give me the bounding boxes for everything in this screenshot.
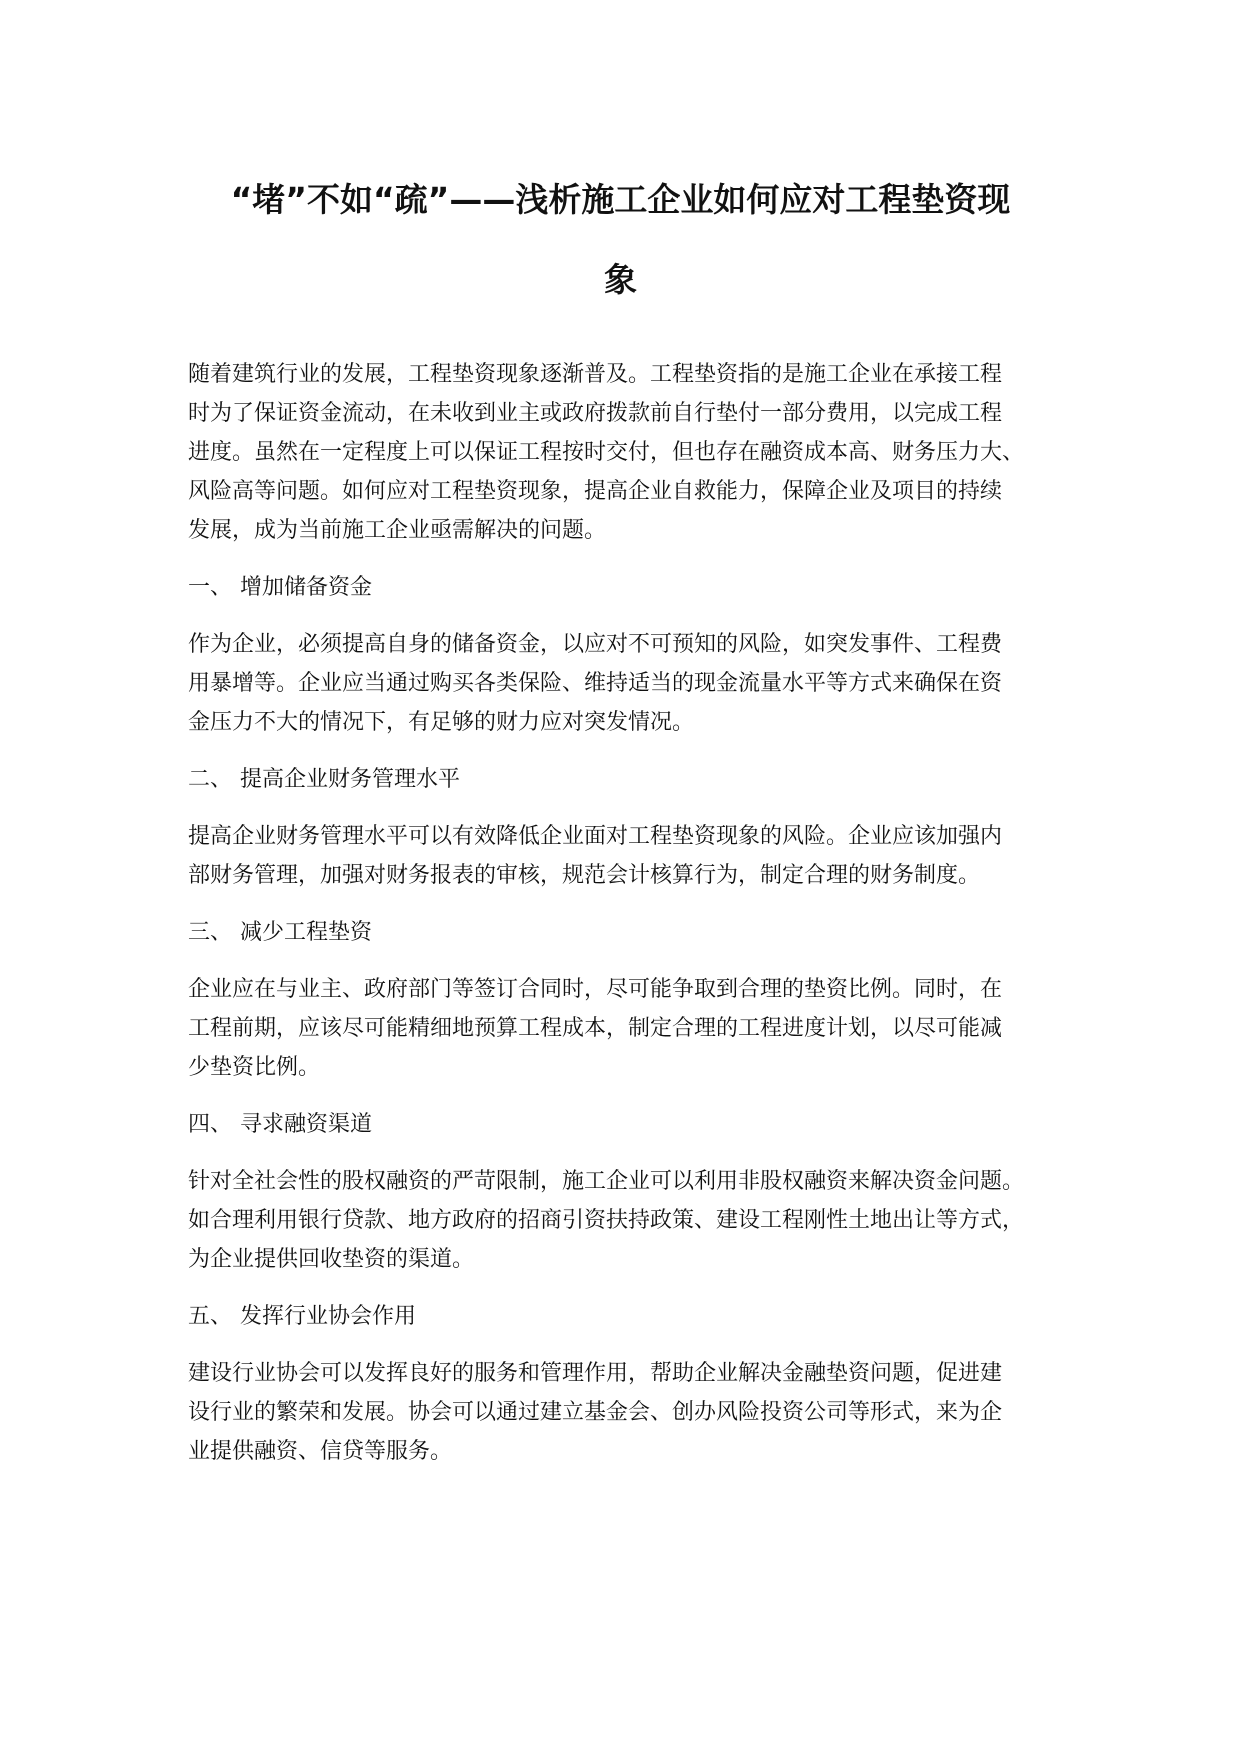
section-heading-text: 增加储备资金: [240, 575, 373, 600]
section-number: 三、: [188, 920, 233, 945]
document-title: [150, 160, 1091, 320]
text-line: 部财务管理，加强对财务报表的审核，规范会计核算行为，制定合理的财务制度。: [188, 863, 981, 888]
title-line-1: “堵”不如“疏”——浅析施工企业如何应对工程垫资现: [230, 180, 1011, 219]
text-line: 设行业的繁荣和发展。协会可以通过建立基金会、创办风险投资公司等形式，来为企: [188, 1400, 1003, 1425]
section-heading-text: 提高企业财务管理水平: [240, 767, 461, 792]
section-heading: [188, 913, 1088, 952]
text-line: 发展，成为当前施工企业亟需解决的问题。: [188, 518, 607, 543]
text-line: 风险高等问题。如何应对工程垫资现象，提高企业自救能力，保障企业及项目的持续: [188, 479, 1003, 504]
section-paragraph: [188, 970, 1088, 1087]
section-heading-text: 寻求融资渠道: [240, 1112, 373, 1137]
section-heading-text: 减少工程垫资: [240, 920, 373, 945]
section-heading: [188, 1297, 1088, 1336]
section-paragraph: [188, 817, 1088, 895]
text-line: 少垫资比例。: [188, 1055, 321, 1080]
text-line: 作为企业，必须提高自身的储备资金，以应对不可预知的风险，如突发事件、工程费: [188, 632, 1003, 657]
section-paragraph: [188, 1162, 1088, 1279]
section-number: 一、: [188, 575, 233, 600]
text-line: 为企业提供回收垫资的渠道。: [188, 1247, 475, 1272]
section-heading: [188, 760, 1088, 799]
text-line: 用暴增等。企业应当通过购买各类保险、维持适当的现金流量水平等方式来确保在资: [188, 671, 1003, 696]
document-body: [188, 355, 1088, 1489]
section-heading: [188, 568, 1088, 607]
section-number: 四、: [188, 1112, 233, 1137]
text-line: 金压力不大的情况下，有足够的财力应对突发情况。: [188, 710, 695, 735]
text-line: 针对全社会性的股权融资的严苛限制，施工企业可以利用非股权融资来解决资金问题。: [188, 1169, 1025, 1194]
text-line: 时为了保证资金流动，在未收到业主或政府拨款前自行垫付一部分费用，以完成工程: [188, 401, 1003, 426]
text-line: 如合理利用银行贷款、地方政府的招商引资扶持政策、建设工程刚性土地出让等方式，: [188, 1208, 1025, 1233]
section-paragraph: [188, 1354, 1088, 1471]
text-line: 企业应在与业主、政府部门等签订合同时，尽可能争取到合理的垫资比例。同时，在: [188, 977, 1003, 1002]
text-line: 业提供融资、信贷等服务。: [188, 1439, 453, 1464]
section-heading-text: 发挥行业协会作用: [240, 1304, 417, 1329]
text-line: 进度。虽然在一定程度上可以保证工程按时交付，但也存在融资成本高、财务压力大、: [188, 440, 1025, 465]
text-line: 工程前期，应该尽可能精细地预算工程成本，制定合理的工程进度计划，以尽可能减: [188, 1016, 1003, 1041]
section-number: 五、: [188, 1304, 233, 1329]
intro-paragraph: [188, 355, 1088, 550]
text-line: 提高企业财务管理水平可以有效降低企业面对工程垫资现象的风险。企业应该加强内: [188, 824, 1003, 849]
title-line-2: 象: [604, 260, 637, 299]
text-line: 随着建筑行业的发展，工程垫资现象逐渐普及。工程垫资指的是施工企业在承接工程: [188, 362, 1003, 387]
section-number: 二、: [188, 767, 233, 792]
section-paragraph: [188, 625, 1088, 742]
text-line: 建设行业协会可以发挥良好的服务和管理作用，帮助企业解决金融垫资问题，促进建: [188, 1361, 1003, 1386]
section-heading: [188, 1105, 1088, 1144]
